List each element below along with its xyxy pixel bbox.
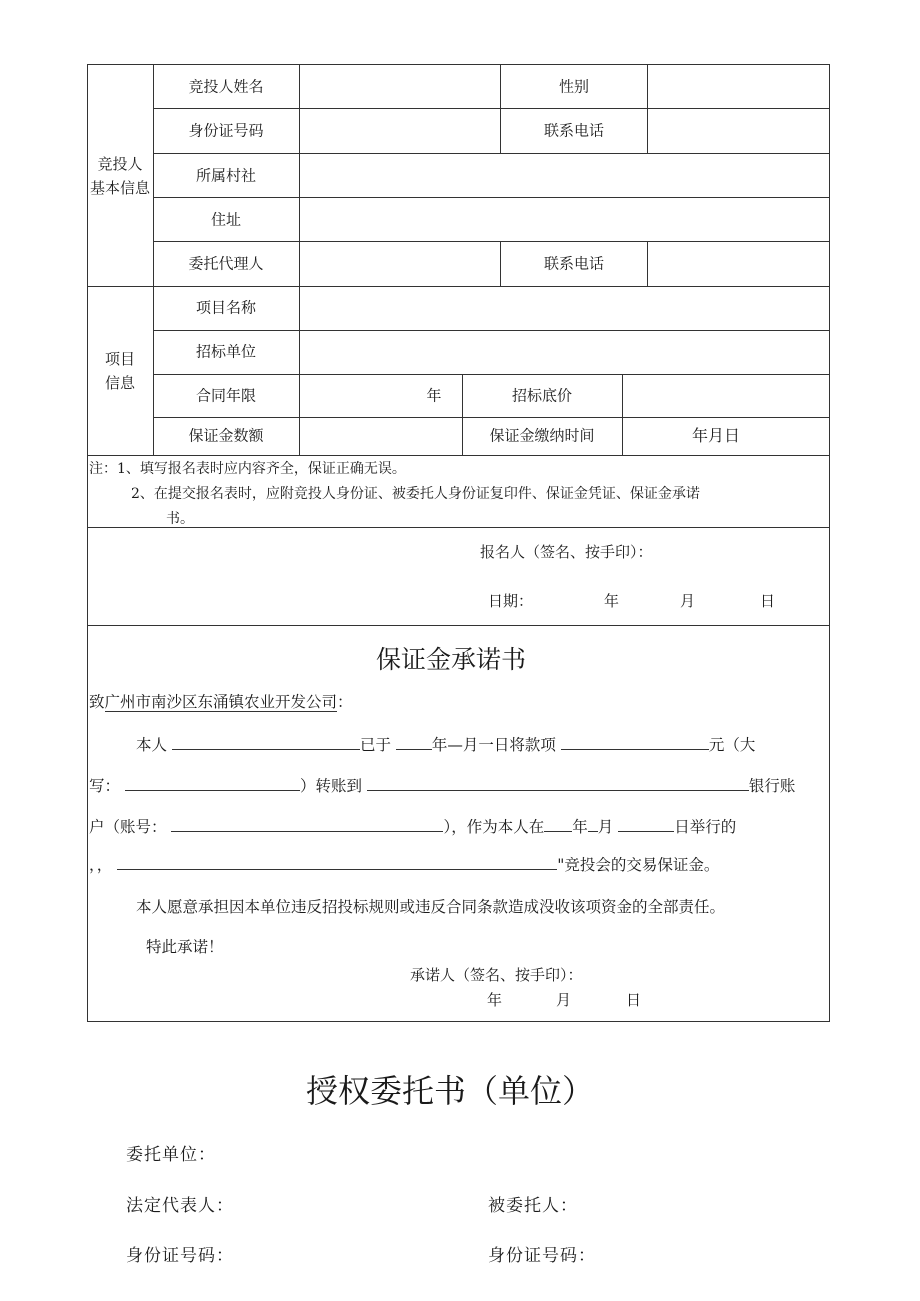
village-label: 所属村社 — [195, 166, 257, 185]
trustee-id-label: 身份证号码： — [488, 1246, 596, 1266]
signature-month: 月 — [680, 592, 696, 610]
entrusting-unit-label: 委托单位： — [126, 1145, 216, 1165]
reserve-price-label: 招标底价 — [511, 386, 573, 405]
legal-rep-id-label: 身份证号码： — [126, 1246, 234, 1266]
signer-label: 报名人（签名、按手印）： — [480, 543, 653, 561]
deposit-amount-label: 保证金数额 — [188, 426, 264, 445]
legal-rep-label: 法定代表人： — [126, 1196, 234, 1216]
id-number-field[interactable] — [300, 109, 500, 153]
trustee-label: 被委托人： — [488, 1196, 578, 1216]
deposit-amount-field[interactable] — [300, 418, 462, 455]
contract-years-unit: 年 — [426, 386, 442, 405]
signature-day: 日 — [760, 592, 776, 610]
promisor-day: 日 — [626, 991, 642, 1009]
blank-account[interactable] — [171, 819, 443, 832]
gender-label: 性别 — [558, 77, 590, 96]
address-label: 住址 — [210, 210, 242, 229]
pledge-paragraph-3: 户（账号： ），作为本人在 年 月 日举行的 — [89, 818, 737, 836]
signature-date-label: 日期： — [488, 592, 534, 610]
pledge-paragraph-2: 写： ）转账到 银行账 — [89, 777, 796, 795]
blank-event-day[interactable] — [618, 819, 674, 832]
tender-unit-field[interactable] — [300, 331, 829, 374]
blank-event-year[interactable] — [544, 819, 572, 832]
note-line-2: 2、在提交报名表时，应附竞投人身份证、被委托人身份证复印件、保证金凭证、保证金承诺 — [131, 486, 700, 502]
section-project-info: 项目 信息 — [104, 350, 135, 392]
deposit-time-value: 年月日 — [691, 426, 741, 445]
note-line-1: 注：1、填写报名表时应内容齐全，保证正确无误。 — [89, 461, 406, 477]
id-number-label: 身份证号码 — [188, 121, 264, 140]
bidder-name-label: 竞投人姓名 — [188, 77, 264, 96]
pledge-paragraph-6: 特此承诺！ — [146, 938, 224, 956]
promisor-year: 年 — [487, 991, 503, 1009]
blank-name[interactable] — [172, 737, 360, 750]
contract-years-field[interactable] — [300, 375, 462, 417]
pledge-paragraph-1: 本人 已于 年—月一日将款项 元（大 — [136, 736, 756, 754]
pledge-addressee: 致广州市南沙区东涌镇农业开发公司： — [89, 693, 353, 711]
blank-bank[interactable] — [367, 778, 749, 791]
agent-label: 委托代理人 — [188, 254, 264, 273]
pledge-paragraph-5: 本人愿意承担因本单位违反招投标规则或违反合同条款造成没收该项资金的全部责任。 — [136, 898, 726, 916]
pledge-title: 保证金承诺书 — [376, 645, 527, 674]
bidder-name-field[interactable] — [300, 65, 500, 108]
tender-unit-label: 招标单位 — [195, 342, 257, 361]
note-line-3: 书。 — [166, 511, 194, 527]
signature-year: 年 — [604, 592, 620, 610]
agent-field[interactable] — [300, 242, 500, 286]
blank-auction-name[interactable] — [117, 857, 557, 870]
promisor-label: 承诺人（签名、按手印）： — [410, 966, 583, 984]
project-name-label: 项目名称 — [195, 298, 257, 317]
project-name-field[interactable] — [300, 287, 829, 330]
village-field[interactable] — [300, 154, 829, 197]
authorization-title: 授权委托书（单位） — [306, 1072, 595, 1110]
phone-label: 联系电话 — [543, 121, 605, 140]
section-bidder-info: 竞投人 基本信息 — [90, 155, 151, 197]
promisor-month: 月 — [556, 991, 572, 1009]
blank-amount-capital[interactable] — [125, 778, 300, 791]
gender-field[interactable] — [648, 65, 829, 108]
agent-phone-label: 联系电话 — [543, 254, 605, 273]
blank-event-month[interactable] — [588, 819, 598, 832]
contract-years-label: 合同年限 — [195, 386, 257, 405]
pledge-paragraph-4: ，， "竞投会的交易保证金。 — [89, 856, 720, 874]
reserve-price-field[interactable] — [623, 375, 829, 417]
deposit-time-label: 保证金缴纳时间 — [489, 426, 595, 445]
address-field[interactable] — [300, 198, 829, 241]
pledge-company: 广州市南沙区东涌镇农业开发公司 — [104, 693, 338, 711]
agent-phone-field[interactable] — [648, 242, 829, 286]
blank-year[interactable] — [396, 737, 432, 750]
phone-field[interactable] — [648, 109, 829, 153]
blank-amount[interactable] — [561, 737, 709, 750]
